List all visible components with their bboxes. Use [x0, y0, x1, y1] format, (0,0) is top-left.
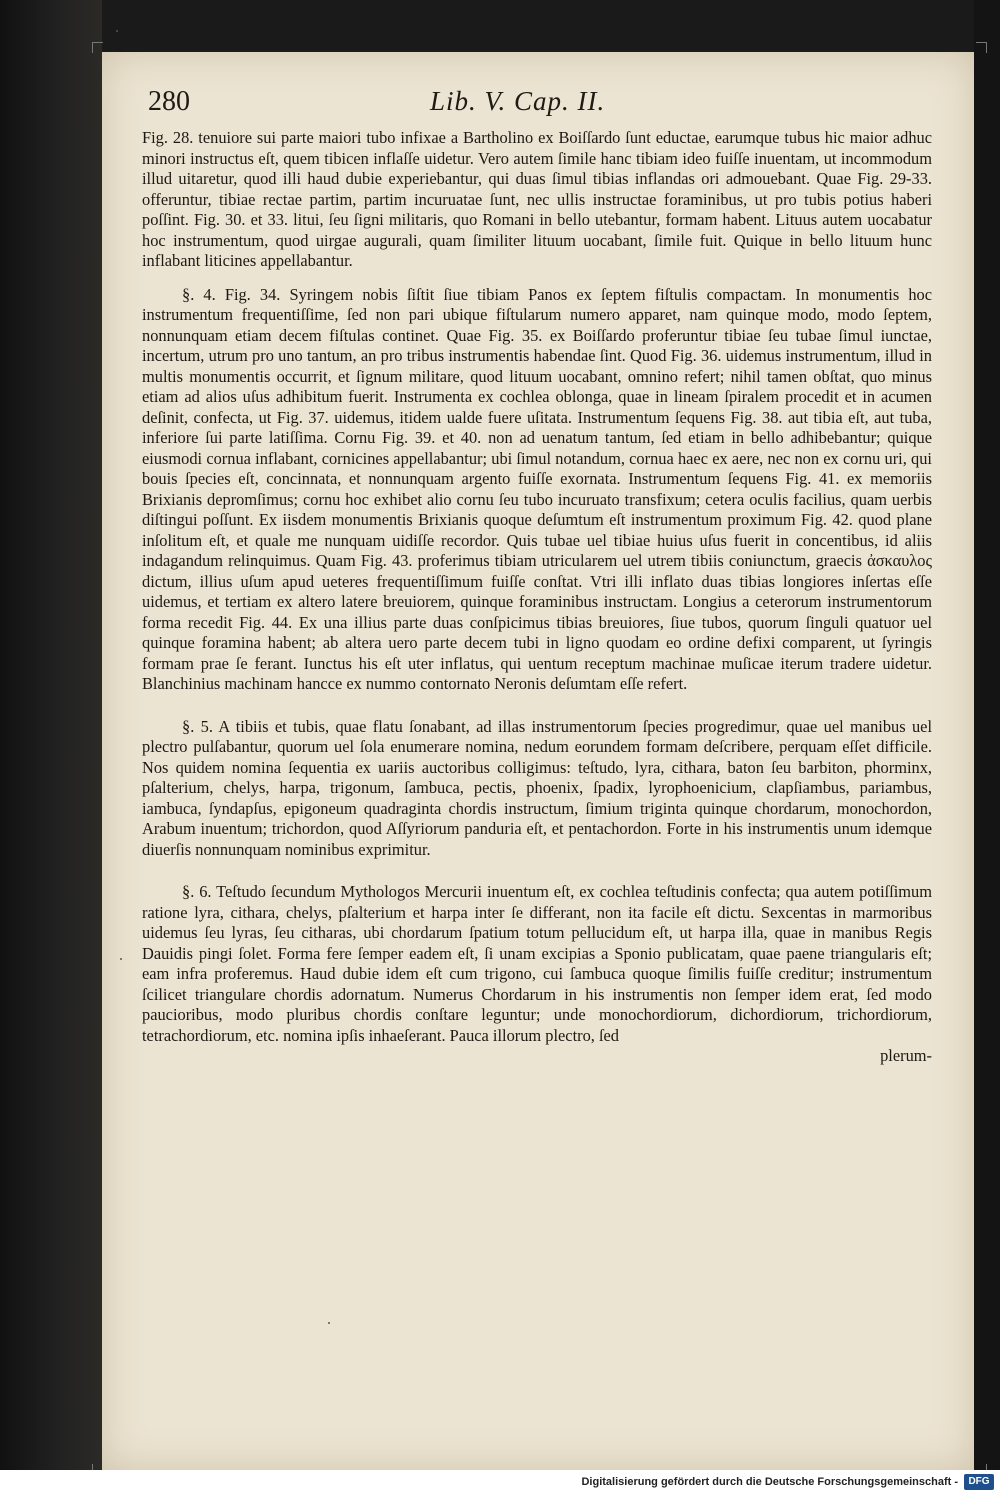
scan-left-margin [0, 0, 102, 1470]
page-number: 280 [148, 86, 190, 117]
catchword: plerum- [880, 1046, 932, 1065]
scan-speck [120, 958, 122, 960]
running-head: Lib. V. Cap. II. [430, 86, 606, 116]
digitization-credit: Digitalisierung gefördert durch die Deutsche Forschungsgemeinschaft - [581, 1476, 958, 1488]
dfg-logo: DFG [964, 1474, 994, 1490]
scan-speck [116, 30, 118, 32]
paragraph-section-6: §. 6. Teſtudo ſecundum Mythologos Mercurii inuentum eſt, ex cochlea teſtudinis confecta; qua autem potiſſimum ratione lyra, cithara, chelys, pſalterium et harpa inter ſe differant, non ita facile eſt dictu. Sexcentas in marmoribus uidemus ſeu lyras, ſeu citharas, ubi chordarum ſpatium totum pellucidum eſt, ut harpa illa, quae in manibus Regis Dauidis pingi ſolet. Forma fere ſemper eadem eſt, ſi unam excipias a Sponio publicatam, quae paene triangularis eſt; eam infra proferemus. Haud dubie idem eſt cum trigono, cui ſambuca quoque ſimilis fuiſſe creditur; instrumentum ſcilicet triangulare chordis adornatum. Numerus Chordarum in his instrumentis non ſemper idem erat, ſed modo paucioribus, modo pluribus chordis conſtare leguntur; unde monochordiorum, dichordiorum, trichordiorum, tetrachordiorum, etc. nomina ipſis inhaeſerant. Pauca illorum plectro, ſed [142, 882, 932, 1045]
footer-bar [0, 1470, 1000, 1497]
page-body [142, 128, 932, 1067]
paragraph-section-5: §. 5. A tibiis et tubis, quae flatu ſonabant, ad illas instrumentorum ſpecies progredimur, quae uel manibus uel plectro pulſabantur, quorum uel ſola enumerare nomina, nedum eorundem formam deſcribere, perquam eſſet difficile. Nos quidem nomina ſequentia ex uariis auctoribus colligimus: teſtudo, lyra, cithara, baton ſeu barbiton, phorminx, pſalterium, chelys, harpa, trigonum, ſambuca, pectis, phoenix, ſpadix, lyrophoenicium, clapſiambus, pariambus, iambuca, ſyndapſus, epigoneum quadraginta chordis instructum, ſimium triginta quinque chordarum, monochordon, Arabum inuentum; trichordon, quod Aſſyriorum panduria eſt, et pentachordon. Forte in his instrumentis unum idemque diuerſis nonnunquam nominibus exprimitur. [142, 716, 932, 859]
page-header [148, 86, 948, 126]
paragraph-section-4: §. 4. Fig. 34. Syringem nobis ſiſtit ſiue tibiam Panos ex ſeptem fiſtulis compactam. In monumentis hoc instrumentum frequentiſſime, ſed non pari ubique fiſtularum numero apparet, nam quinque modo, modo ſeptem, nonnunquam etiam decem fiſtulas continet. Quae Fig. 35. ex Boiſſardo proferuntur tibiae ſeu tubae ſimul iunctae, incertum, utrum pro uno tantum, an pro tribus instrumentis habendae ſint. Quod Fig. 36. uidemus instrumentum, illud in multis monumentis occurrit, et ſignum militare, quod lituum uocabant, omnino refert; nihil tamen obſtat, quo minus etiam ad alios uſus adhibitum fuerit. Instrumenta ex cochlea oblonga, quae in lineam ſpiralem procedit et in acumen deſinit, confecta, ut Fig. 37. uidemus, itidem ualde fuere uſitata. Instrumentum ſequens Fig. 38. aut tibia eſt, aut tuba, inferiore ſui parte latiſſima. Cornu Fig. 39. et 40. non ad uenatum tantum, ſed etiam in bello adhibebantur; quique eiusmodi cornua inflabant, cornicines appellabantur; ubi ſimul notandum, cornua haec ex aere, nec non ex cornu uri, qui bouis ſpecies eſt, concinnata, et nonnunquam argento fuiſſe exornata. Instrumentum ſequens Fig. 41. ex memoriis Brixianis depromſimus; cornu hoc exhibet alio cornu ſeu tubo incuruato transfixum; cetera oculis facilius, quam uerbis diſtingui poſſunt. Ex iisdem monumentis Brixianis quoque deſumtum eſt instrumentum proximum Fig. 42. quod plane inſolitum eſt, et quale me nunquam uidiſſe recordor. Quis tubae uel tibiae huius uſus fuerit in concentibus, id aliis indagandum relinquimus. Quam Fig. 43. proferimus tibiam utricularem uel utrem tibiis coniunctum, graecis ἀσκαυλος dictum, illius uſum apud ueteres frequentiſſimum fuiſſe conſtat. Vtri illi inflato duas tibias longiores inſertas eſſe uidemus, et tertiam ex altero latere breuiorem, quinque foraminibus instructam. Longius a ceterorum instrumentorum forma recedit Fig. 44. Ex una illius parte duas conſpicimus tibias breuiores, ſiue tubos, quorum ſinguli quatuor uel quinque foramina habent; ab altera uero parte decem tubi in ligno quodam eo ordine defixi comparent, ut ſyringis formam prae ſe ferant. Iunctus his eſt uter inflatus, qui uentum receptum machinae muſicae iterum tradere uidetur. Blanchinius machinam hancce ex nummo contornato Neronis deſumtam eſſe refert. [142, 284, 932, 693]
scan-speck [328, 1322, 330, 1324]
paragraph: Fig. 28. tenuiore sui parte maiori tubo infixae a Bartholino ex Boiſſardo ſunt eductae, earumque tubus hic maior adhuc minori instructus eſt, quem tibicen inflaſſe uidetur. Vero autem ſimile hanc tibiam ideo fuiſſe inuentam, ut incommodum illud uitaretur, quod illi haud dubie experiebantur, qui duas ſimul tibias inflandas ori admouebant. Quae Fig. 29-33. offeruntur, tibiae rectae partim, partim incuruatae ſunt, nec ullis instructae foraminibus, ut pro tubis potius haberi poſſint. Fig. 30. et 33. litui, ſeu ſigni militaris, quo Romani in bello utebantur, formam habent. Lituus autem uocabatur hoc instrumentum, quod uirgae augurali, quam ſimiliter lituum uocabant, ſimile fuit. Quique in bello lituum hunc inflabant liticines appellabantur. [142, 128, 932, 270]
scan-right-margin [974, 0, 1000, 1470]
crop-mark [976, 42, 987, 53]
